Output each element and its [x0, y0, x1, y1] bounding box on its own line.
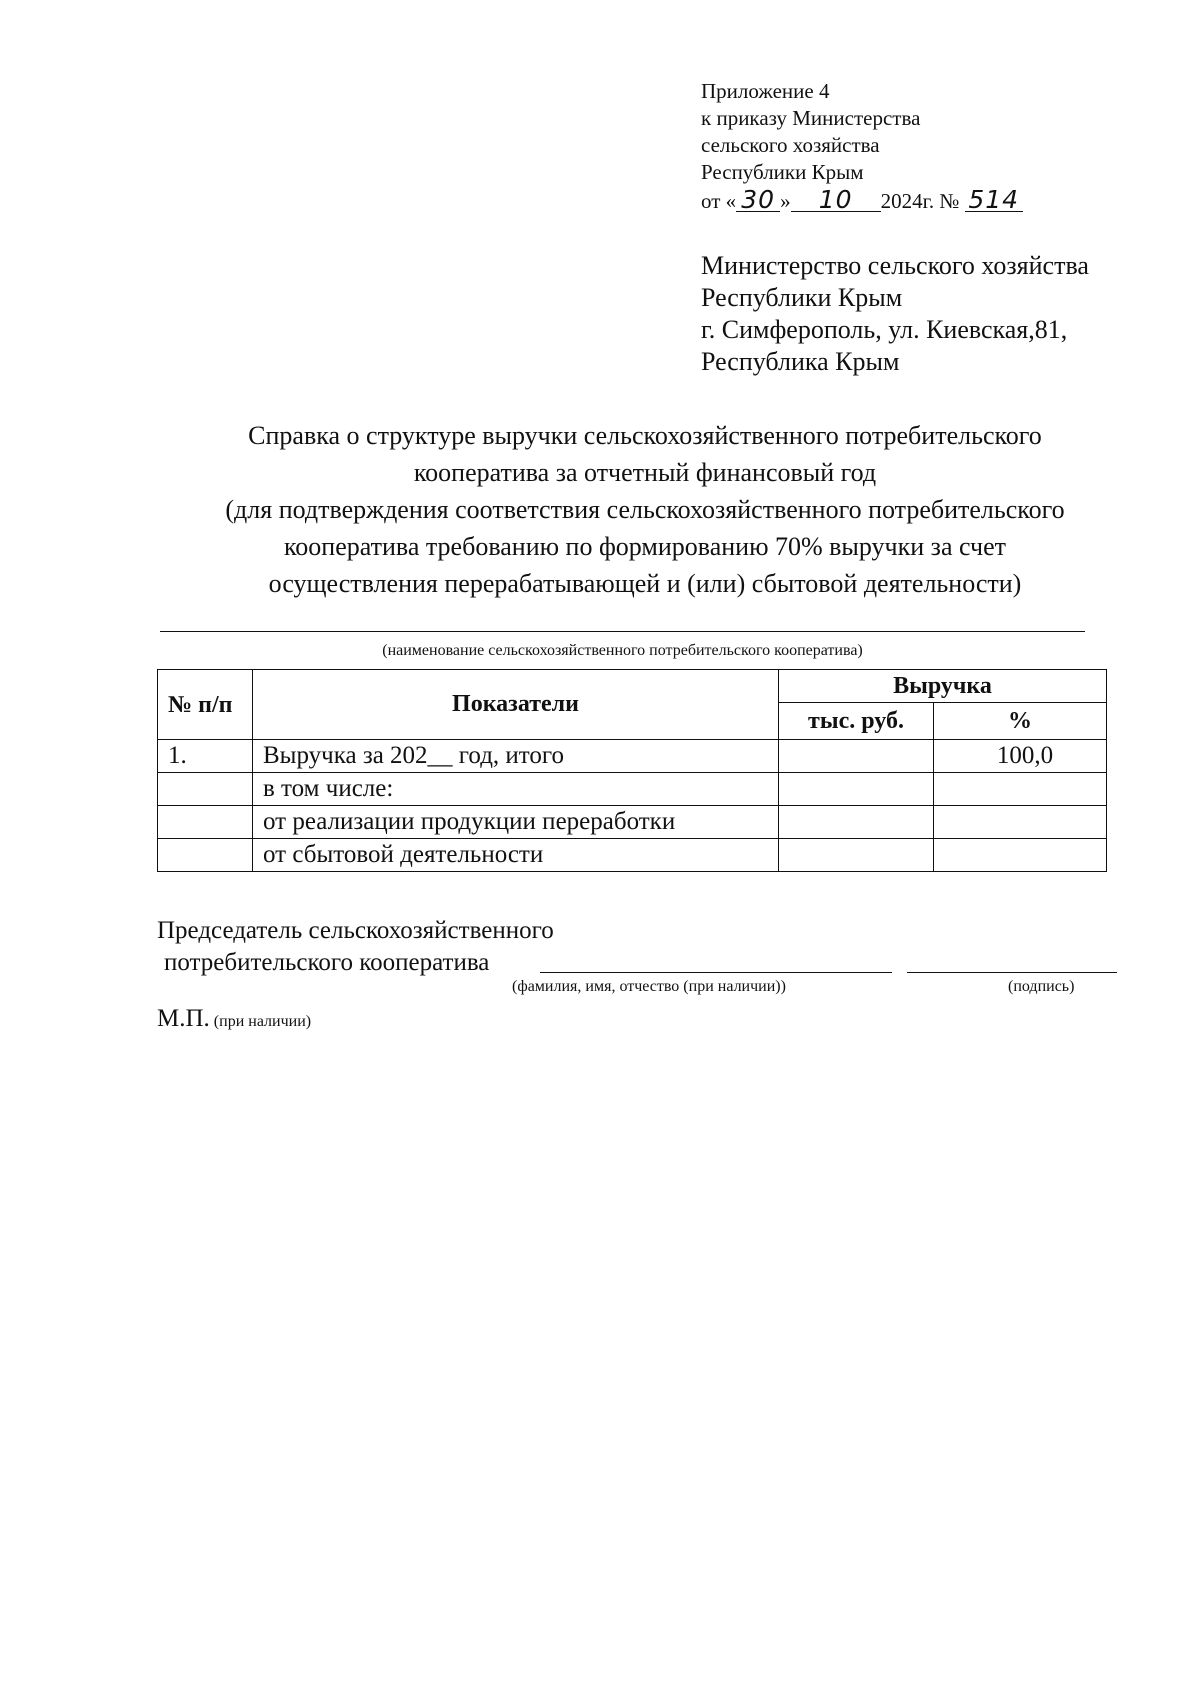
document-title	[150, 417, 1140, 602]
header-revenue: Выручка	[779, 670, 1107, 703]
date-month: 10	[818, 185, 853, 214]
addressee-block	[701, 250, 1181, 378]
row-pct[interactable]	[934, 773, 1107, 806]
cooperative-name-field[interactable]	[160, 631, 1085, 632]
table-row	[158, 806, 1107, 839]
signature-caption: (подпись)	[1008, 978, 1075, 995]
title-line-3: (для подтверждения соответствия сельскохозяйственного потребительского	[225, 495, 1065, 524]
addressee-line-3: г. Симферополь, ул. Киевская,81,	[701, 315, 1068, 344]
addressee-line-4: Республика Крым	[701, 347, 900, 376]
date-year: 2024г. №	[880, 189, 960, 213]
row-pct[interactable]	[934, 839, 1107, 872]
appendix-order-ref: к приказу Министерства	[701, 106, 921, 130]
stamp-label: М.П.	[157, 1005, 210, 1032]
row-num	[158, 806, 253, 839]
appendix-title: Приложение 4	[701, 79, 830, 103]
addressee-line-1: Министерство сельского хозяйства	[701, 251, 1089, 280]
appendix-block	[701, 78, 1161, 215]
chairman-line-1: Председатель сельскохозяйственного	[157, 917, 554, 944]
order-number-field	[965, 186, 1023, 215]
date-mid: »	[780, 189, 791, 213]
table-header-row	[158, 670, 1107, 703]
date-prefix: от «	[701, 189, 737, 213]
stamp-note	[157, 1005, 311, 1033]
header-indicators: Показатели	[253, 670, 779, 740]
cooperative-name-caption: (наименование сельскохозяйственного потребительского кооператива)	[382, 642, 863, 659]
title-line-5: осуществления перерабатывающей и (или) сбытовой деятельности)	[268, 569, 1022, 598]
title-line-4: кооператива требованию по формированию 70% выручки за счет	[283, 532, 1006, 561]
row-num	[158, 839, 253, 872]
title-line-2: кооператива за отчетный финансовый год	[413, 458, 877, 487]
date-day-field	[736, 186, 780, 215]
row-pct: 100,0	[934, 740, 1107, 773]
order-number: 514	[968, 185, 1020, 214]
row-rub[interactable]	[779, 806, 934, 839]
row-num	[158, 773, 253, 806]
header-num: № п/п	[158, 670, 253, 740]
appendix-republic: Республики Крым	[701, 160, 864, 184]
row-label: Выручка за 202__ год, итого	[253, 740, 779, 773]
row-label: в том числе:	[253, 773, 779, 806]
title-line-1: Справка о структуре выручки сельскохозяйственного потребительского	[248, 421, 1042, 450]
fio-field[interactable]	[540, 972, 892, 973]
date-day: 30	[741, 185, 776, 214]
chairman-line-2: потребительского кооператива	[164, 949, 490, 976]
row-rub[interactable]	[779, 839, 934, 872]
appendix-date-line	[701, 186, 1161, 215]
stamp-qualifier: (при наличии)	[213, 1013, 312, 1030]
fio-caption: (фамилия, имя, отчество (при наличии))	[512, 978, 786, 995]
row-rub[interactable]	[779, 740, 934, 773]
row-pct[interactable]	[934, 806, 1107, 839]
addressee-line-2: Республики Крым	[701, 283, 903, 312]
header-pct: %	[934, 703, 1107, 740]
revenue-table	[157, 669, 1107, 872]
table-row	[158, 773, 1107, 806]
row-label: от реализации продукции переработки	[253, 806, 779, 839]
signature-field[interactable]	[907, 972, 1117, 973]
appendix-ministry: сельского хозяйства	[701, 133, 880, 157]
date-month-field	[791, 186, 881, 215]
row-rub[interactable]	[779, 773, 934, 806]
row-num: 1.	[158, 740, 253, 773]
table-row	[158, 839, 1107, 872]
table-row	[158, 740, 1107, 773]
row-label: от сбытовой деятельности	[253, 839, 779, 872]
header-rub: тыс. руб.	[779, 703, 934, 740]
